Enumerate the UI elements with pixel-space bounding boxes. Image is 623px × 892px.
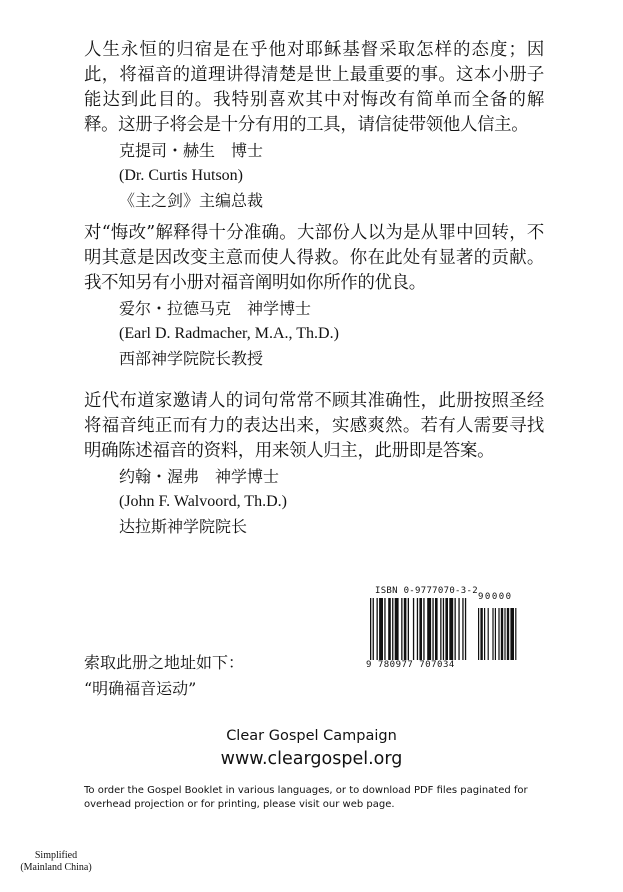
endorser-role: 《主之剑》主编总裁 <box>119 191 264 210</box>
addon-bar <box>492 608 493 660</box>
endorser-name-cn: 约翰・渥弗 神学博士 <box>119 467 280 486</box>
endorser-name-en: (John F. Walvoord, Th.D.) <box>119 493 287 510</box>
edition-region: (Mainland China) <box>20 862 92 873</box>
edition-script: Simplified <box>34 850 78 861</box>
addon-bar <box>478 608 479 660</box>
addon-bar <box>480 608 482 660</box>
order-note: To order the Gospel Booklet in various languages, or to download PDF files paginated for overhead projection or for printing, please visit our web page. <box>84 785 528 810</box>
barcode-bar <box>395 598 399 660</box>
barcode-bar <box>377 598 378 660</box>
addon-bar <box>507 608 509 660</box>
addon-bar <box>510 608 514 660</box>
campaign-name-cn: “明确福音运动” <box>84 679 197 698</box>
barcode-bar <box>423 598 424 660</box>
endorsement-1 <box>84 38 544 213</box>
edition-label <box>6 850 106 874</box>
barcode-bar <box>445 598 448 660</box>
barcode-bar <box>370 598 371 660</box>
addon-bar <box>498 608 499 660</box>
endorser-name-cn: 克提司・赫生 博士 <box>119 141 264 160</box>
barcode-bar <box>408 598 409 660</box>
addon-bar <box>488 608 489 660</box>
barcode-bar <box>449 598 453 660</box>
barcode-bar <box>384 598 385 660</box>
endorsement-text: 人生永恒的归宿是在乎他对耶稣基督采取怎样的态度；因此，将福音的道理讲得清楚是世上最重要的事。这本小册子能达到此目的。我特别喜欢其中对悔改有简单而全备的解释。这册子将会是十分有用的工具，请信徒带领他人信主。 <box>84 40 544 135</box>
endorser-name-cn: 爱尔・拉德马克 神学博士 <box>119 299 312 318</box>
barcode-bar <box>462 598 463 660</box>
barcode-bar <box>440 598 441 660</box>
barcode-bar <box>392 598 393 660</box>
endorsement-text: 近代布道家邀请人的词句常常不顾其准确性，此册按照圣经将福音纯正而有力的表达出来，实感爽然。若有人需要寻找明确陈述福音的资料，用来领人归主，此册即是答案。 <box>84 391 544 461</box>
addon-bar <box>495 608 496 660</box>
endorser-role: 达拉斯神学院院长 <box>119 517 248 536</box>
addon-bar <box>504 608 505 660</box>
barcode-bar <box>401 598 402 660</box>
barcode-bar <box>443 598 444 660</box>
endorsement-3 <box>84 389 544 539</box>
barcode-bar <box>427 598 431 660</box>
addon-bar <box>484 608 485 660</box>
barcode-bar <box>435 598 438 660</box>
endorser-name-en: (Dr. Curtis Hutson) <box>119 167 243 184</box>
barcode-bar <box>455 598 456 660</box>
addon-bar <box>515 608 516 660</box>
barcode-bar <box>413 598 414 660</box>
barcode-bar <box>379 598 383 660</box>
isbn-label: ISBN 0-9777070-3-2 <box>375 586 478 596</box>
publisher-name: Clear Gospel Campaign <box>226 728 397 744</box>
endorser-name-en: (Earl D. Radmacher, M.A., Th.D.) <box>119 325 339 342</box>
barcode-bar <box>373 598 374 660</box>
barcode-bar <box>388 598 391 660</box>
addon-bar <box>501 608 503 660</box>
barcode-bar <box>417 598 418 660</box>
endorsement-2 <box>84 221 544 371</box>
barcode-bars <box>370 598 530 662</box>
ean-digits: 9 780977 707034 <box>366 660 455 670</box>
website-link[interactable]: www.cleargospel.org <box>220 749 403 769</box>
endorsement-text: 对“悔改”解释得十分准确。大部份人以为是从罪中回转，不明其意是因改变主意而使人得救。你在此处有显著的贡献。我不知另有小册对福音阐明如你所作的优良。 <box>84 223 544 293</box>
endorser-role: 西部神学院院长教授 <box>119 349 264 368</box>
barcode-bar <box>404 598 407 660</box>
barcode-bar <box>432 598 433 660</box>
barcode-bar <box>465 598 466 660</box>
order-address-label: 索取此册之地址如下： <box>84 653 245 672</box>
addon-price-digits: 90000 <box>478 592 513 602</box>
barcode-bar <box>458 598 459 660</box>
barcode-bar <box>419 598 422 660</box>
isbn-barcode <box>366 586 530 686</box>
